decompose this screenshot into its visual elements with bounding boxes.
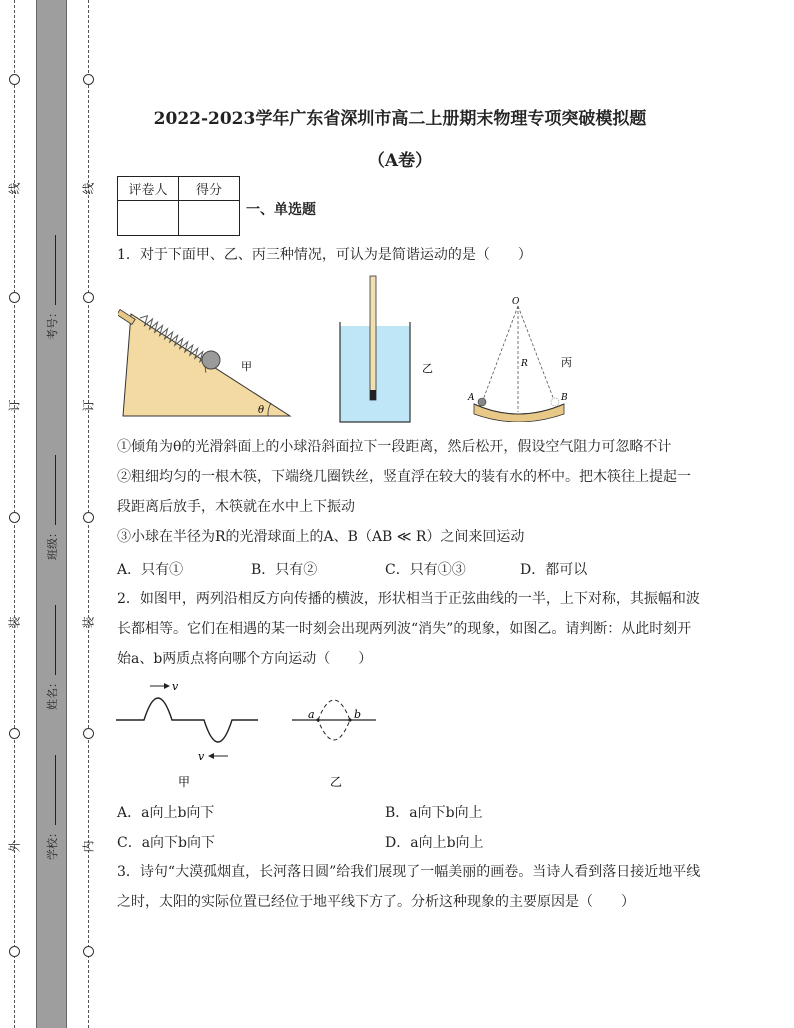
- q2-line-2: 长都相等。它们在相遇的某一时刻会出现两列波“消失”的现象，如图乙。请判断：从此时刻开: [117, 621, 692, 637]
- q1-item-2: ②粗细均匀的一根木筷，下端绕几圈铁丝，竖直浮在较大的装有水的杯中。把木筷往上提起一: [117, 469, 691, 485]
- binding-hole: [9, 512, 20, 523]
- q1-item-3: ③小球在半径为R的光滑球面上的A、B（AB ≪ R）之间来回运动: [117, 529, 525, 545]
- binding-hole: [9, 74, 20, 85]
- q1-option-d[interactable]: D．都可以: [520, 562, 588, 578]
- q2-line-1: 2．如图甲，两列沿相反方向传播的横波，形状相当于正弦曲线的一半，上下对称，其振幅和波: [117, 591, 700, 607]
- figure-bing-label: 丙: [561, 356, 572, 369]
- school-field[interactable]: [44, 755, 60, 860]
- q2-option-a[interactable]: A．a向上b向下: [117, 805, 215, 821]
- q1-option-a[interactable]: A．只有①: [117, 562, 184, 578]
- q2-option-b[interactable]: B．a向下b向上: [385, 805, 483, 821]
- figure-yi-label: 乙: [422, 362, 433, 375]
- q2-option-d[interactable]: D．a向上b向上: [385, 835, 484, 851]
- q1-item-2-cont: 段距离后放手，木筷就在水中上下振动: [117, 499, 355, 515]
- q1-option-b[interactable]: B．只有②: [251, 562, 318, 578]
- score-table-cell-score[interactable]: [179, 201, 240, 236]
- point-O-label: O: [512, 297, 520, 307]
- margin-char-ding-inner: 订: [81, 399, 96, 412]
- ball: [202, 351, 220, 369]
- margin-char-wai: 外: [7, 840, 22, 853]
- class-field[interactable]: [44, 455, 60, 560]
- figure-yi-label: 乙: [330, 775, 343, 789]
- point-B-label: B: [561, 393, 568, 403]
- margin-char-zhuang-outer: 装: [7, 616, 22, 629]
- q2-line-3: 始a、b两质点将向哪个方向运动（ ）: [117, 651, 373, 667]
- velocity-v1-label: v: [172, 680, 179, 693]
- binding-hole: [9, 728, 20, 739]
- binding-hole: [83, 946, 94, 957]
- name-label: 姓名：: [46, 677, 59, 710]
- section-title: 一、单选题: [246, 202, 316, 218]
- point-a-label: a: [308, 708, 315, 721]
- chopstick: [370, 276, 376, 400]
- wave-crest-and-trough: [116, 698, 258, 742]
- binding-hole: [9, 292, 20, 303]
- q3-line-1: 3．诗句“大漠孤烟直，长河落日圆”给我们展现了一幅美丽的画卷。当诗人看到落日接近地平线: [117, 864, 701, 880]
- q1-figure-yi: [334, 272, 444, 426]
- point-b-label: b: [354, 708, 362, 721]
- point-A-label: A: [468, 393, 475, 403]
- margin-char-nei: 内: [81, 840, 96, 853]
- q1-item-1: ①倾角为θ的光滑斜面上的小球沿斜面拉下一段距离，然后松开，假设空气阻力可忽略不计: [117, 439, 672, 455]
- band-edge-right: [66, 0, 67, 1028]
- ball-B-ghost: [551, 398, 559, 406]
- q1-figure-jia: [118, 298, 303, 422]
- score-table-header-score: 得分: [179, 177, 240, 201]
- binding-hole: [83, 512, 94, 523]
- ball-A: [478, 398, 486, 406]
- score-table-cell-grader[interactable]: [118, 201, 179, 236]
- q1-stem: 1．对于下面甲、乙、丙三种情况，可认为是简谐运动的是（ ）: [117, 247, 532, 263]
- margin-char-xian-outer: 线: [7, 182, 22, 195]
- radius-R-label: R: [521, 359, 528, 369]
- q1-option-c[interactable]: C．只有①③: [385, 562, 466, 578]
- binding-hole: [83, 74, 94, 85]
- band-edge-left: [36, 0, 37, 1028]
- q3-line-2: 之时，太阳的实际位置已经位于地平线下方了。分析这种现象的主要原因是（ ）: [117, 894, 635, 910]
- page-title: 2022-2023学年广东省深圳市高二上册期末物理专项突破模拟题: [153, 109, 647, 129]
- figure-jia-label: 甲: [241, 360, 252, 373]
- q2-option-c[interactable]: C．a向下b向下: [117, 835, 216, 851]
- velocity-v2-label: v: [198, 750, 205, 763]
- school-label: 学校：: [46, 827, 59, 860]
- q2-figure-jia: [114, 676, 262, 792]
- binding-hole: [9, 946, 20, 957]
- binding-hole: [83, 292, 94, 303]
- margin-char-zhuang-inner: 装: [81, 616, 96, 629]
- score-table-header-grader: 评卷人: [118, 177, 179, 201]
- figure-jia-label: 甲: [178, 775, 191, 789]
- binding-hole: [83, 728, 94, 739]
- bowl-surface: [474, 404, 564, 422]
- score-table: [117, 176, 240, 236]
- page-subtitle: （A卷）: [367, 151, 433, 171]
- margin-char-xian-inner: 线: [81, 182, 96, 195]
- iron-wire: [370, 390, 376, 400]
- class-label: 班级：: [46, 527, 59, 560]
- theta-label: θ: [258, 405, 265, 416]
- q1-figure-bing: [466, 292, 586, 422]
- q2-figure-yi: [290, 676, 380, 792]
- name-field[interactable]: [44, 605, 60, 710]
- margin-char-ding-outer: 订: [7, 399, 22, 412]
- exam-number-label: 考号：: [46, 307, 59, 340]
- exam-number-field[interactable]: [44, 235, 60, 340]
